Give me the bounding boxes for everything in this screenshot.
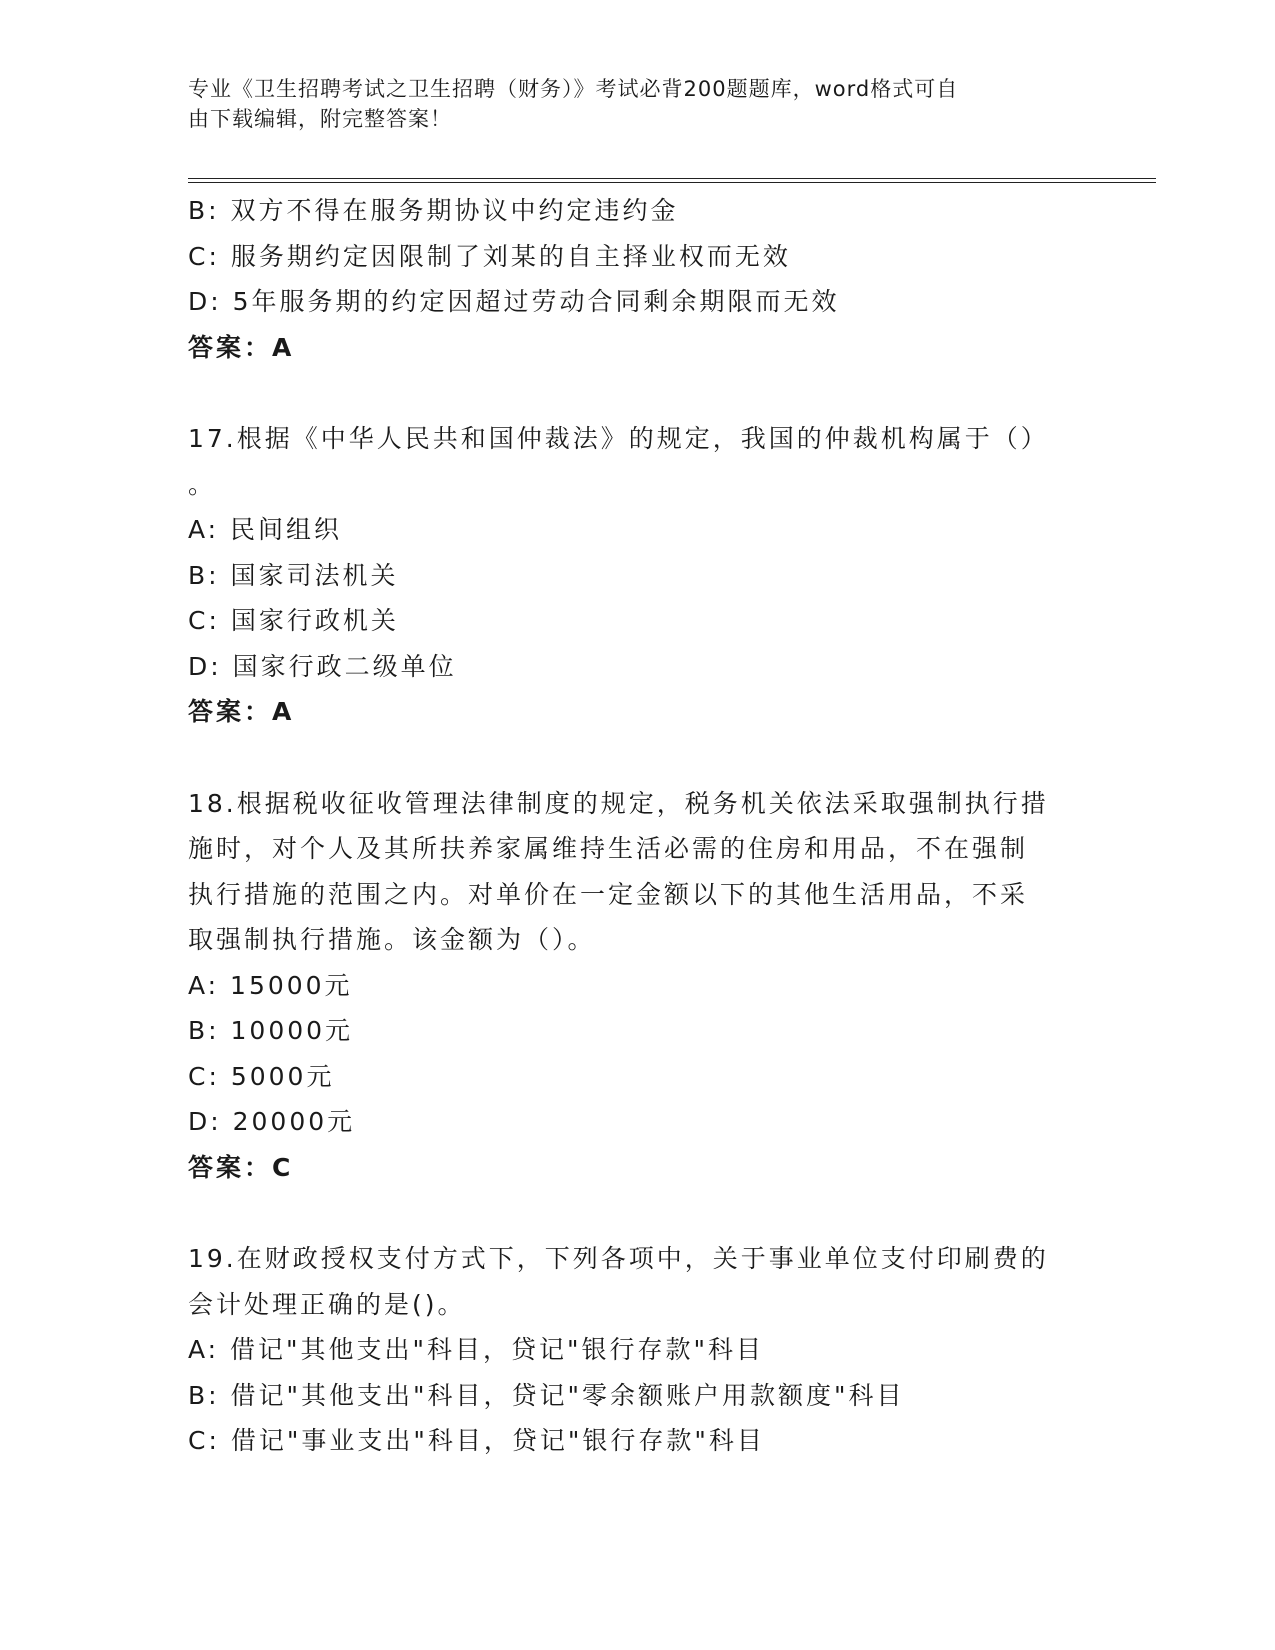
option-b: B: 借记"其他支出"科目，贷记"零余额账户用款额度"科目 <box>188 1380 905 1410</box>
question-stem-line: 取强制执行措施。该金额为（）。 <box>188 925 596 954</box>
option-b: B: 双方不得在服务期协议中约定违约金 <box>188 196 679 225</box>
option-c: C: 借记"事业支出"科目，贷记"银行存款"科目 <box>188 1426 765 1455</box>
header-title-line-2: 由下载编辑，附完整答案！ <box>188 107 452 131</box>
question-stem-line: 会计处理正确的是()。 <box>188 1289 466 1319</box>
question-stem-line: 19.在财政授权支付方式下，下列各项中，关于事业单位支付印刷费的 <box>188 1244 1049 1273</box>
option-a: A: 民间组织 <box>188 515 343 544</box>
question-stem-line: 。 <box>188 469 217 499</box>
spacer <box>188 370 1088 416</box>
option-b: B: 国家司法机关 <box>188 560 399 590</box>
question-19 <box>188 1236 1088 1464</box>
question-stem-line: 18.根据税收征收管理法律制度的规定，税务机关依法采取强制执行措 <box>188 788 1049 818</box>
option-a: A: 15000元 <box>188 970 353 1000</box>
question-stem-line: 执行措施的范围之内。对单价在一定金额以下的其他生活用品，不采 <box>188 879 1029 909</box>
question-content <box>188 188 1088 1464</box>
option-d: D: 20000元 <box>188 1107 356 1136</box>
option-c: C: 国家行政机关 <box>188 606 399 635</box>
option-c: C: 5000元 <box>188 1061 335 1091</box>
option-c: C: 服务期约定因限制了刘某的自主择业权而无效 <box>188 241 791 271</box>
answer-line: 答案：C <box>188 1152 294 1182</box>
option-d: D: 5年服务期的约定因超过劳动合同剩余期限而无效 <box>188 287 840 316</box>
question-stem-line: 施时，对个人及其所扶养家属维持生活必需的住房和用品，不在强制 <box>188 834 1029 863</box>
question-16-continued <box>188 188 1088 370</box>
option-a: A: 借记"其他支出"科目，贷记"银行存款"科目 <box>188 1335 765 1364</box>
option-b: B: 10000元 <box>188 1016 354 1045</box>
spacer <box>188 735 1088 781</box>
question-stem-line: 17.根据《中华人民共和国仲裁法》的规定，我国的仲裁机构属于（） <box>188 424 1049 453</box>
answer-line: 答案：A <box>188 697 295 726</box>
answer-line: 答案：A <box>188 332 295 362</box>
header-title-line-1: 专业《卫生招聘考试之卫生招聘（财务）》考试必背200题题库，word格式可自 <box>188 77 959 101</box>
document-header <box>188 74 1068 134</box>
option-d: D: 国家行政二级单位 <box>188 651 457 681</box>
question-18 <box>188 781 1088 1191</box>
question-17 <box>188 416 1088 735</box>
spacer <box>188 1190 1088 1236</box>
header-divider <box>188 178 1156 183</box>
